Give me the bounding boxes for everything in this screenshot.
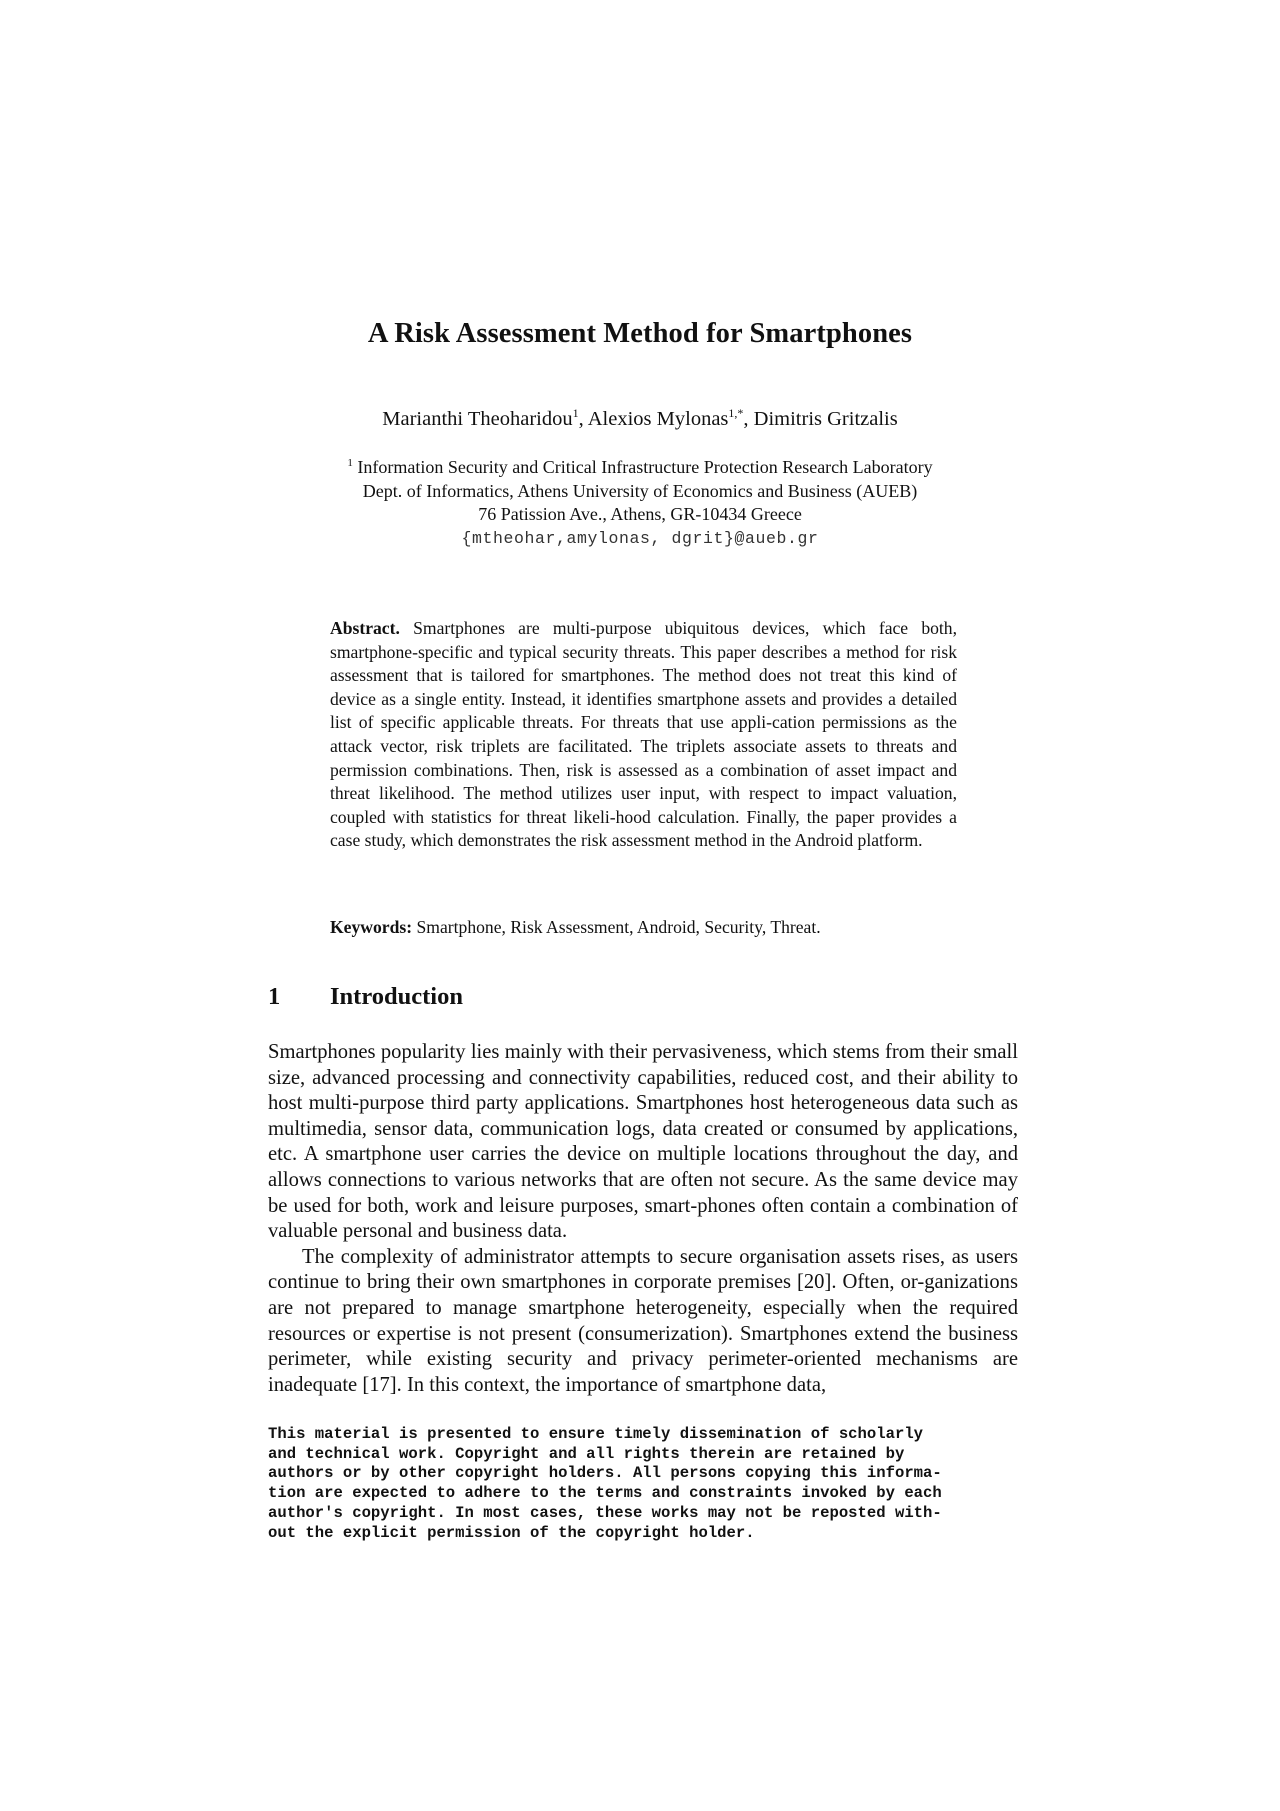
body-paragraph: The complexity of administrator attempts to secure organisation assets rises, as users continue to bring their own smartphones in corporate premises [20]. Often, or-ganizations are not prepared to manage smartphone heterogeneity, especially when the required resources or expertise is not present (consumerization). Smartphones extend the business perimeter, while existing security and privacy perimeter-oriented mechanisms are inadequate [17]. In this context, the importance of smartphone data, [268,1245,1018,1396]
keywords-text: Smartphone, Risk Assessment, Android, Security, Threat. [416,917,821,937]
author-list: Marianthi Theoharidou$^1$, Alexios Mylonas$^{1,*}$, Dimitris Gritzalis [382,406,898,430]
section-title: Introduction [330,983,463,1010]
affiliation-mark: 1 [347,457,353,469]
abstract-label: Abstract. [330,618,400,638]
affiliation-block [300,456,980,550]
keywords [330,916,957,940]
affiliation-line [300,456,980,480]
copyright-notice: This material is presented to ensure timely dissemination of scholarly and technical work. Copyright and all rights therein are retained by authors or by other copyright holders. All persons copying this informa- tion are expected to adhere to the terms and constraints invoked by each author's copyright. In most cases, these works may not be reposted with- out the explicit permission of the copyright holder. [268,1425,942,1542]
section-body [268,1040,1018,1398]
author-affiliation-mark: 1 [572,406,579,421]
author-emails: {mtheohar,amylonas, dgrit}@aueb.gr [461,528,819,548]
abstract [330,617,957,853]
affiliation-department: Dept. of Informatics, Athens University of Economics and Business (AUEB) [362,480,918,501]
paper-title: A Risk Assessment Method for Smartphones [367,318,913,349]
affiliation-lab: Information Security and Critical Infrastructure Protection Research Laboratory [357,457,933,477]
section-number: 1 [268,983,281,1010]
author-affiliation-mark: 1,* [728,406,744,421]
section-heading [268,983,463,1011]
author-name: Alexios Mylonas [587,408,729,430]
author-name: Dimitris Gritzalis [753,408,898,430]
body-paragraph: Smartphones popularity lies mainly with their pervasiveness, which stems from their small size, advanced processing and connectivity capabilities, reduced cost, and their ability to host multi-purpose third party applications. Smartphones host heterogeneous data such as multimedia, sensor data, communication logs, data created or consumed by applications, etc. A smartphone user carries the device on multiple locations throughout the day, and allows connections to various networks that are often not secure. As the same device may be used for both, work and leisure purposes, smart-phones often contain a combination of valuable personal and business data. [268,1041,1018,1243]
affiliation-address: 76 Patission Ave., Athens, GR-10434 Greece [478,504,802,524]
keywords-label: Keywords: [330,917,413,937]
author-name: Marianthi Theoharidou [382,408,573,430]
abstract-text: Smartphones are multi-purpose ubiquitous devices, which face both, smartphone-specific and typical security threats. This paper describes a method for risk assessment that is tailored for smartphones. The method does not treat this kind of device as a single entity. Instead, it identifies smartphone assets and provides a detailed list of specific applicable threats. For threats that use appli-cation permissions as the attack vector, risk triplets are facilitated. The triplets associate assets to threats and permission combinations. Then, risk is assessed as a combination of asset impact and threat likelihood. The method utilizes user input, with respect to impact valuation, coupled with statistics for threat likeli-hood calculation. Finally, the paper provides a case study, which demonstrates the risk assessment method in the Android platform. [330,618,958,851]
